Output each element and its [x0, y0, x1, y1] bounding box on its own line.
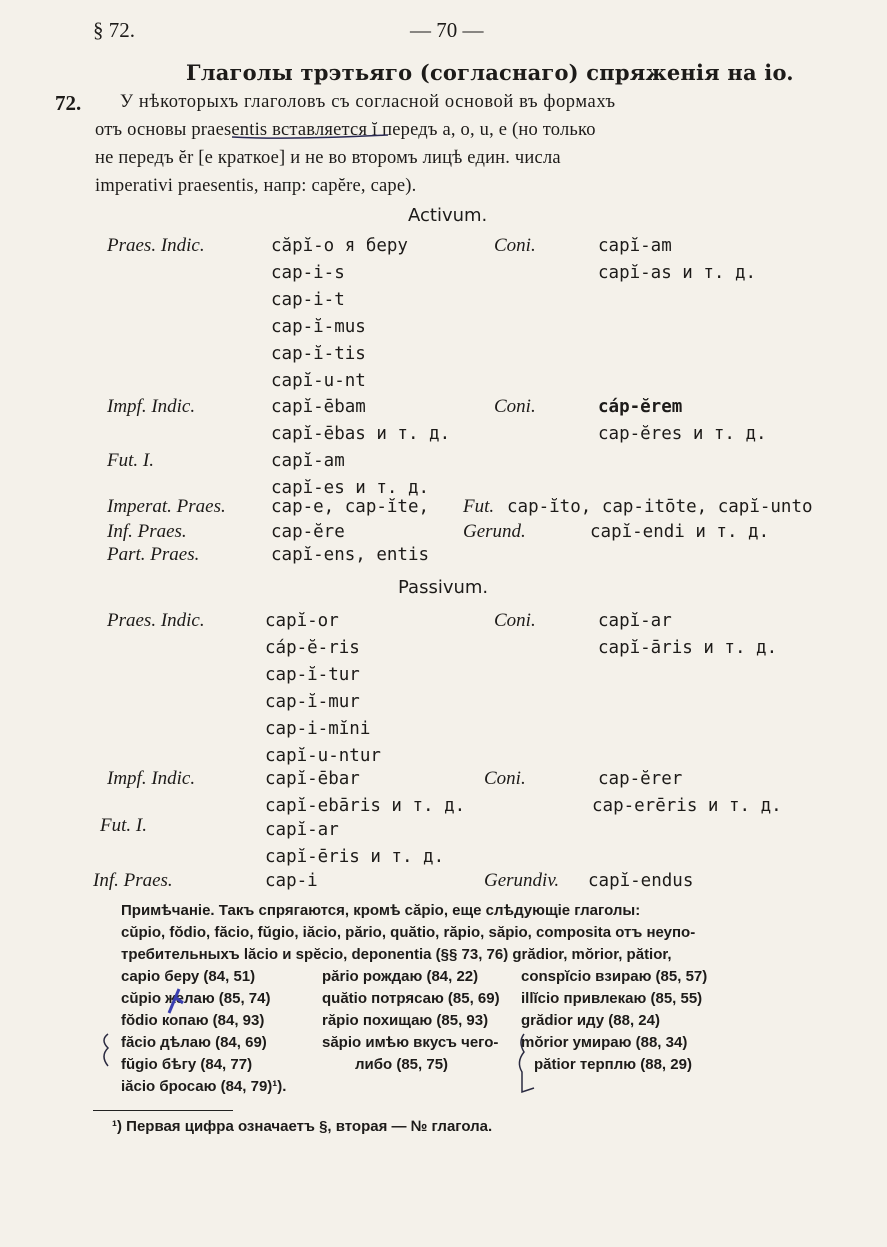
- activum-row-label2: Coni.: [494, 396, 536, 417]
- note-list-item: либо (85, 75): [355, 1056, 449, 1073]
- activum-row-form2: cap-ĕres и т. д.: [598, 424, 767, 444]
- note-list-item: făcio дѣлаю (84, 69): [121, 1034, 267, 1051]
- note-line-2: cŭpio, fŏdio, făcio, fŭgio, iăcio, părio, quătio, răpio, săpio, composita отъ неупо-: [121, 924, 696, 941]
- passivum-row-label: Praes. Indic.: [107, 610, 205, 631]
- note-list-item: grădior иду (88, 24): [521, 1012, 660, 1029]
- note-list-item: iăcio бросаю (84, 79)¹).: [121, 1078, 287, 1095]
- activum-row-form: capĭ-ēbam: [271, 397, 366, 417]
- note-list-item: illĭcio привлекаю (85, 55): [521, 990, 703, 1007]
- note-list-item: fŏdio копаю (84, 93): [121, 1012, 265, 1029]
- activum-row-label: Fut. I.: [107, 450, 154, 471]
- activum-row-form: căpĭ-o я беру: [271, 236, 408, 256]
- intro-line-4: imperativi praesentis, напр: capĕre, cape).: [95, 176, 417, 196]
- passivum-row-form: cap-ĭ-tur: [265, 665, 360, 685]
- activum-row-form2: capĭ-as и т. д.: [598, 263, 757, 283]
- passivum-title: Passivum.: [398, 577, 489, 598]
- passivum-row-form: capĭ-ar: [265, 820, 339, 840]
- note-list-item: capio беру (84, 51): [121, 968, 256, 985]
- activum-row-form: capĭ-u-nt: [271, 371, 366, 391]
- activum-row-label2: Coni.: [494, 235, 536, 256]
- passivum-row-form: capĭ-ēris и т. д.: [265, 847, 445, 867]
- paragraph-number: 72.: [55, 91, 82, 115]
- inf-label: Inf. Praes.: [107, 521, 187, 542]
- note-list-item: cŭpio желаю (85, 74): [121, 990, 271, 1007]
- passivum-row-form: cap-i-mĭni: [265, 719, 371, 739]
- intro-line-2: отъ основы praesentis вставляется ĭ передъ a, o, u, e (но только: [95, 120, 596, 140]
- passivum-row-form: cáp-ĕ-ris: [265, 638, 360, 658]
- note-list-item: pătior терплю (88, 29): [534, 1056, 692, 1073]
- handwritten-bracket-mark: [96, 1030, 118, 1070]
- imperat-fut-form: cap-ĭto, cap-itōte, capĭ-unto: [507, 497, 813, 517]
- note-list-item: fŭgio бѣгу (84, 77): [121, 1056, 253, 1073]
- activum-row-form: cap-ĭ-tis: [271, 344, 366, 364]
- passivum-row-form2: cap-ĕrer: [598, 769, 683, 789]
- passivum-row-label: Fut. I.: [100, 815, 147, 836]
- activum-title: Activum.: [408, 205, 488, 226]
- passivum-row-form: capĭ-u-ntur: [265, 746, 381, 766]
- note-line-3: требительныхъ lăcio и spĕcio, deponentia (§§ 73, 76) grădior, mŏrior, pătior,: [121, 946, 672, 963]
- handwritten-pen-mark: [165, 985, 189, 1015]
- imperat-form: cap-e, cap-ĭte,: [271, 497, 430, 517]
- gerundiv-label: Gerundiv.: [484, 870, 560, 891]
- imperat-label: Imperat. Praes.: [107, 496, 226, 517]
- activum-row-label: Praes. Indic.: [107, 235, 205, 256]
- note-list-item: săpio имѣю вкусъ чего-: [322, 1034, 499, 1051]
- intro-line-1: У нѣкоторыхъ глаголовъ съ согласной основой въ формахъ: [120, 92, 616, 112]
- inf-form: cap-ĕre: [271, 522, 345, 542]
- handwritten-underline-mark: [230, 129, 390, 143]
- note-list-item: conspĭcio взираю (85, 57): [521, 968, 708, 985]
- note-line-1: Примѣчаніе. Такъ спрягаются, кромѣ căpio, еще слѣдующіе глаголы:: [121, 902, 641, 919]
- passivum-inf-label: Inf. Praes.: [93, 870, 173, 891]
- activum-row-form: capĭ-am: [271, 451, 345, 471]
- passivum-row-form: capĭ-ebāris и т. д.: [265, 796, 466, 816]
- passivum-row-label2: Coni.: [494, 610, 536, 631]
- note-list-item: mŏrior умираю (88, 34): [521, 1034, 688, 1051]
- activum-row-form: capĭ-ēbas и т. д.: [271, 424, 451, 444]
- passivum-inf-form: cap-i: [265, 871, 318, 891]
- passivum-row-form2: cap-erēris и т. д.: [592, 796, 782, 816]
- footnote-rule: [93, 1110, 233, 1111]
- note-list-item: quătio потрясаю (85, 69): [322, 990, 500, 1007]
- footnote: ¹) Первая цифра означаетъ §, вторая — № глагола.: [112, 1118, 493, 1135]
- passivum-row-form: capĭ-ēbar: [265, 769, 360, 789]
- activum-row-label: Impf. Indic.: [107, 396, 196, 417]
- activum-row-form: cap-i-t: [271, 290, 345, 310]
- passivum-row-form: cap-ĭ-mur: [265, 692, 360, 712]
- imperat-fut-label: Fut.: [463, 496, 495, 517]
- part-form: capĭ-ens, entis: [271, 545, 430, 565]
- passivum-row-form2: capĭ-ar: [598, 611, 672, 631]
- gerundiv-form: capĭ-endus: [588, 871, 694, 891]
- passivum-row-form2: capĭ-āris и т. д.: [598, 638, 778, 658]
- note-list-item: răpio похищаю (85, 93): [322, 1012, 489, 1029]
- activum-row-form: cap-ĭ-mus: [271, 317, 366, 337]
- intro-line-3: не передъ ĕr [e краткое] и не во второмъ лицѣ един. числа: [95, 148, 561, 168]
- passivum-row-label: Impf. Indic.: [107, 768, 196, 789]
- activum-row-form2: capĭ-am: [598, 236, 672, 256]
- activum-row-form: capĭ-es и т. д.: [271, 478, 430, 498]
- activum-row-form2: cáp-ĕrem: [598, 397, 683, 417]
- part-label: Part. Praes.: [107, 544, 200, 565]
- note-list-item: părio рождаю (84, 22): [322, 968, 479, 985]
- page-heading: Глаголы трэтьяго (согласнаго) спряженія на io.: [186, 60, 794, 85]
- passivum-row-form: capĭ-or: [265, 611, 339, 631]
- gerund-label: Gerund.: [463, 521, 526, 542]
- passivum-row-label2: Coni.: [484, 768, 526, 789]
- section-number: § 72.: [93, 18, 135, 42]
- activum-row-form: cap-i-s: [271, 263, 345, 283]
- gerund-form: capĭ-endi и т. д.: [590, 522, 770, 542]
- page-number: — 70 —: [410, 18, 484, 42]
- handwritten-bracket-mark: [508, 1030, 538, 1100]
